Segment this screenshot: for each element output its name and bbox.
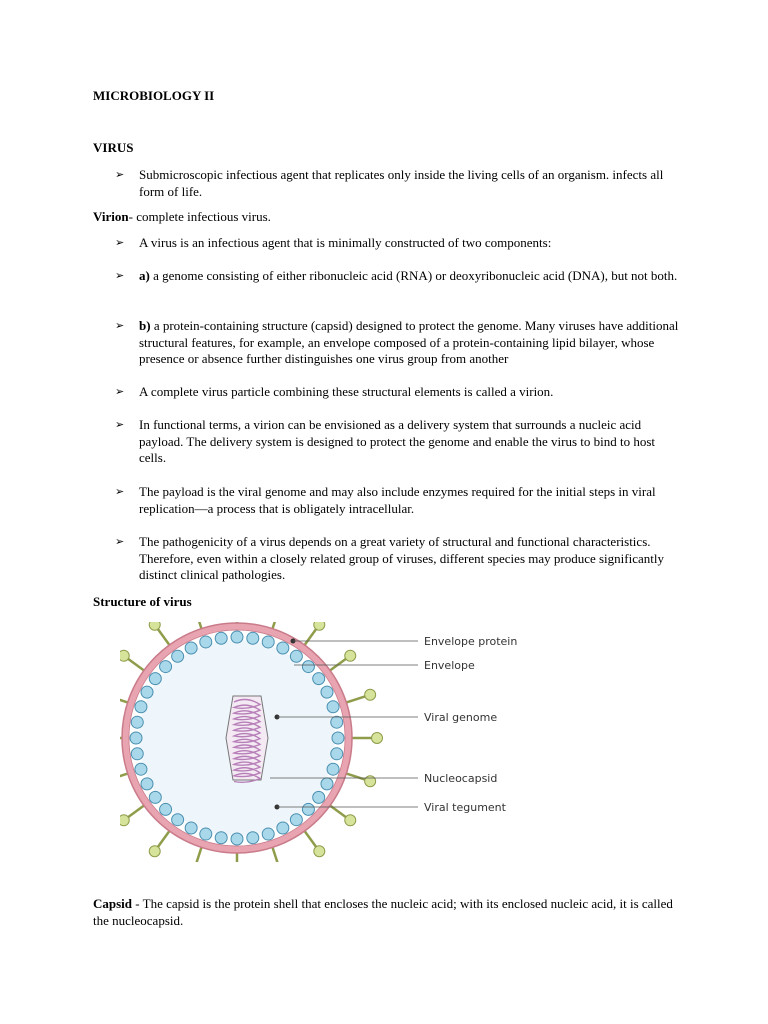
spike-stem xyxy=(344,696,365,703)
bullet-arrow-icon: ➢ xyxy=(115,319,125,332)
capsomere xyxy=(131,748,143,760)
capsomere xyxy=(131,716,143,728)
label-nucleocapsid: Nucleocapsid xyxy=(424,772,498,785)
capsid-definition xyxy=(93,896,683,929)
capsomere xyxy=(130,732,142,744)
envelope-protein-spike xyxy=(345,815,356,826)
bullet-arrow-icon: ➢ xyxy=(115,385,125,398)
capsomere xyxy=(160,661,172,673)
spike-stem xyxy=(158,629,171,647)
envelope-protein-spike xyxy=(365,776,376,787)
capsomere xyxy=(200,828,212,840)
capsomere xyxy=(231,833,243,845)
envelope-protein-spike xyxy=(372,733,383,744)
envelope-protein-spike xyxy=(345,650,356,661)
envelope-protein-spike xyxy=(149,622,160,630)
bullet-text: a) a genome consisting of either ribonucleic acid (RNA) or deoxyribonucleic acid (DNA), but not both. xyxy=(139,268,678,283)
label-viral-tegument: Viral tegument xyxy=(424,801,506,814)
envelope-protein-spike xyxy=(149,846,160,857)
capsomere xyxy=(262,828,274,840)
label-envelope: Envelope xyxy=(424,659,475,672)
capsomere xyxy=(231,631,243,643)
capsomere xyxy=(185,642,197,654)
bullet-text: In functional terms, a virion can be envisioned as a delivery system that surrounds a nucleic acid payload. The delivery system is designed to protect the genome and enable the virus to bind to host cells. xyxy=(139,417,656,465)
capsomere xyxy=(141,778,153,790)
bullet-prefix: a) xyxy=(139,268,150,283)
bullet-arrow-icon: ➢ xyxy=(115,418,125,431)
bullet-text: Submicroscopic infectious agent that replicates only inside the living cells of an organism. infects all form of life. xyxy=(139,167,664,199)
capsomere xyxy=(277,822,289,834)
bullet-text: The pathogenicity of a virus depends on a great variety of structural and functional characteristics. Therefore, even within a closely related group of viruses, different species may produce significantly distinct clinical pathologies. xyxy=(139,534,664,582)
capsid-def: - The capsid is the protein shell that encloses the nucleic acid; with its enclosed nucleic acid, it is called the nucleocapsid. xyxy=(93,896,673,928)
capsomere xyxy=(313,673,325,685)
spike-stem xyxy=(303,829,316,847)
envelope-protein-spike xyxy=(314,622,325,630)
bullet-text: A virus is an infectious agent that is minimally constructed of two components: xyxy=(139,235,552,250)
capsomere xyxy=(290,650,302,662)
capsomere xyxy=(135,763,147,775)
capsomere xyxy=(247,832,259,844)
bullet-arrow-icon: ➢ xyxy=(115,485,125,498)
capsomere xyxy=(200,636,212,648)
bullet-arrow-icon: ➢ xyxy=(115,535,125,548)
structure-heading: Structure of virus xyxy=(93,594,192,609)
spike-stem xyxy=(128,659,146,672)
bullet-text: A complete virus particle combining these structural elements is called a virion. xyxy=(139,384,554,399)
capsomere xyxy=(185,822,197,834)
capsomere xyxy=(327,701,339,713)
capsomere xyxy=(331,716,343,728)
capsomere xyxy=(321,686,333,698)
spike-stem xyxy=(303,629,316,647)
capsomere xyxy=(172,814,184,826)
capsid-term: Capsid xyxy=(93,896,133,911)
envelope-protein-spike xyxy=(365,689,376,700)
capsomere xyxy=(247,632,259,644)
capsomere xyxy=(135,701,147,713)
spike-stem xyxy=(344,773,365,780)
envelope-protein-spike xyxy=(314,846,325,857)
capsomere xyxy=(331,748,343,760)
capsomere xyxy=(321,778,333,790)
capsomere xyxy=(215,632,227,644)
capsomere xyxy=(141,686,153,698)
capsomere xyxy=(215,832,227,844)
capsomere xyxy=(302,803,314,815)
capsomere xyxy=(327,763,339,775)
capsomere xyxy=(149,673,161,685)
document-title: MICROBIOLOGY II xyxy=(93,88,215,103)
bullet-text: The payload is the viral genome and may also include enzymes required for the initial steps in viral replication—a process that is obligately intracellular. xyxy=(139,484,656,516)
spike-stem xyxy=(128,804,146,817)
capsomere xyxy=(262,636,274,648)
capsomere xyxy=(313,791,325,803)
bullet-arrow-icon: ➢ xyxy=(115,269,125,282)
envelope-protein-spike xyxy=(120,650,129,661)
capsomere xyxy=(332,732,344,744)
capsomere xyxy=(172,650,184,662)
capsomere xyxy=(160,803,172,815)
bullet-prefix: b) xyxy=(139,318,151,333)
envelope-protein-spike xyxy=(120,815,129,826)
section-heading-virus: VIRUS xyxy=(93,140,134,155)
virion-def: - complete infectious virus. xyxy=(128,209,271,224)
capsomere xyxy=(277,642,289,654)
bullet-text: b) a protein-containing structure (capsid) designed to protect the genome. Many viruses have additional structural features, for example, an envelope composed of a protein-containing lipid bilayer, whose presence or absence further distinguishes one virus group from another xyxy=(139,318,679,366)
spike-stem xyxy=(158,829,171,847)
capsomere xyxy=(149,791,161,803)
virus-structure-diagram xyxy=(120,622,540,862)
capsomere xyxy=(290,814,302,826)
label-envelope-protein: Envelope protein xyxy=(424,635,518,648)
virion-definition xyxy=(93,209,683,226)
bullet-arrow-icon: ➢ xyxy=(115,236,125,249)
capsomere xyxy=(302,661,314,673)
spike-stem xyxy=(328,804,346,817)
label-viral-genome: Viral genome xyxy=(424,711,498,724)
virion-term: Virion xyxy=(93,209,129,224)
virus-diagram-svg xyxy=(120,622,540,862)
bullet-arrow-icon: ➢ xyxy=(115,168,125,181)
